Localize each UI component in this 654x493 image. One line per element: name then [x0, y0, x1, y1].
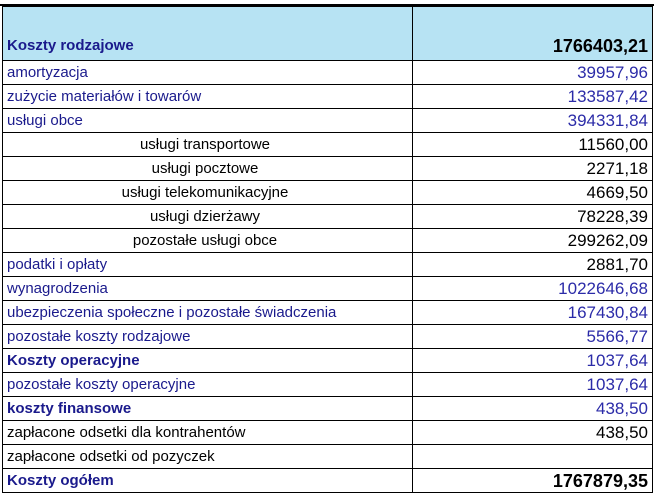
row-value: 39957,96	[413, 61, 653, 85]
row-value: 1766403,21	[413, 7, 653, 61]
row-value: 1767879,35	[413, 469, 653, 493]
row-label: Koszty operacyjne	[3, 349, 413, 373]
table-row	[3, 85, 653, 109]
row-value: 167430,84	[413, 301, 653, 325]
row-label: usługi transportowe	[3, 133, 413, 157]
row-value: 1022646,68	[413, 277, 653, 301]
row-value: 1037,64	[413, 373, 653, 397]
cost-table	[2, 6, 653, 493]
table-row	[3, 277, 653, 301]
row-value: 1037,64	[413, 349, 653, 373]
table-row	[3, 373, 653, 397]
table-row-total	[3, 469, 653, 493]
row-label: usługi obce	[3, 109, 413, 133]
row-label: pozostałe koszty operacyjne	[3, 373, 413, 397]
row-value	[413, 445, 653, 469]
row-label: podatki i opłaty	[3, 253, 413, 277]
row-label: usługi telekomunikacyjne	[3, 181, 413, 205]
row-label: zapłacone odsetki dla kontrahentów	[3, 421, 413, 445]
row-value: 5566,77	[413, 325, 653, 349]
table-row-sub	[3, 229, 653, 253]
row-label: pozostałe usługi obce	[3, 229, 413, 253]
table-row	[3, 301, 653, 325]
row-label: zużycie materiałów i towarów	[3, 85, 413, 109]
row-label: usługi dzierżawy	[3, 205, 413, 229]
table-row	[3, 445, 653, 469]
row-value: 299262,09	[413, 229, 653, 253]
row-label: Koszty ogółem	[3, 469, 413, 493]
table-row-sub	[3, 133, 653, 157]
row-label: ubezpieczenia społeczne i pozostałe świadczenia	[3, 301, 413, 325]
table-row	[3, 61, 653, 85]
row-value: 2881,70	[413, 253, 653, 277]
table-row	[3, 253, 653, 277]
row-label: koszty finansowe	[3, 397, 413, 421]
table-row	[3, 109, 653, 133]
table-row-sub	[3, 157, 653, 181]
row-value: 2271,18	[413, 157, 653, 181]
row-label: Koszty rodzajowe	[3, 7, 413, 61]
row-value: 394331,84	[413, 109, 653, 133]
row-label: usługi pocztowe	[3, 157, 413, 181]
row-label: amortyzacja	[3, 61, 413, 85]
table-row-sub	[3, 205, 653, 229]
table-row-section	[3, 349, 653, 373]
row-value: 438,50	[413, 421, 653, 445]
table-row-section	[3, 397, 653, 421]
table-row-header	[3, 7, 653, 61]
row-label: pozostałe koszty rodzajowe	[3, 325, 413, 349]
row-label: zapłacone odsetki od pozyczek	[3, 445, 413, 469]
table-row	[3, 325, 653, 349]
table-row	[3, 421, 653, 445]
table-row-sub	[3, 181, 653, 205]
row-label: wynagrodzenia	[3, 277, 413, 301]
row-value: 11560,00	[413, 133, 653, 157]
row-value: 4669,50	[413, 181, 653, 205]
row-value: 438,50	[413, 397, 653, 421]
row-value: 133587,42	[413, 85, 653, 109]
row-value: 78228,39	[413, 205, 653, 229]
